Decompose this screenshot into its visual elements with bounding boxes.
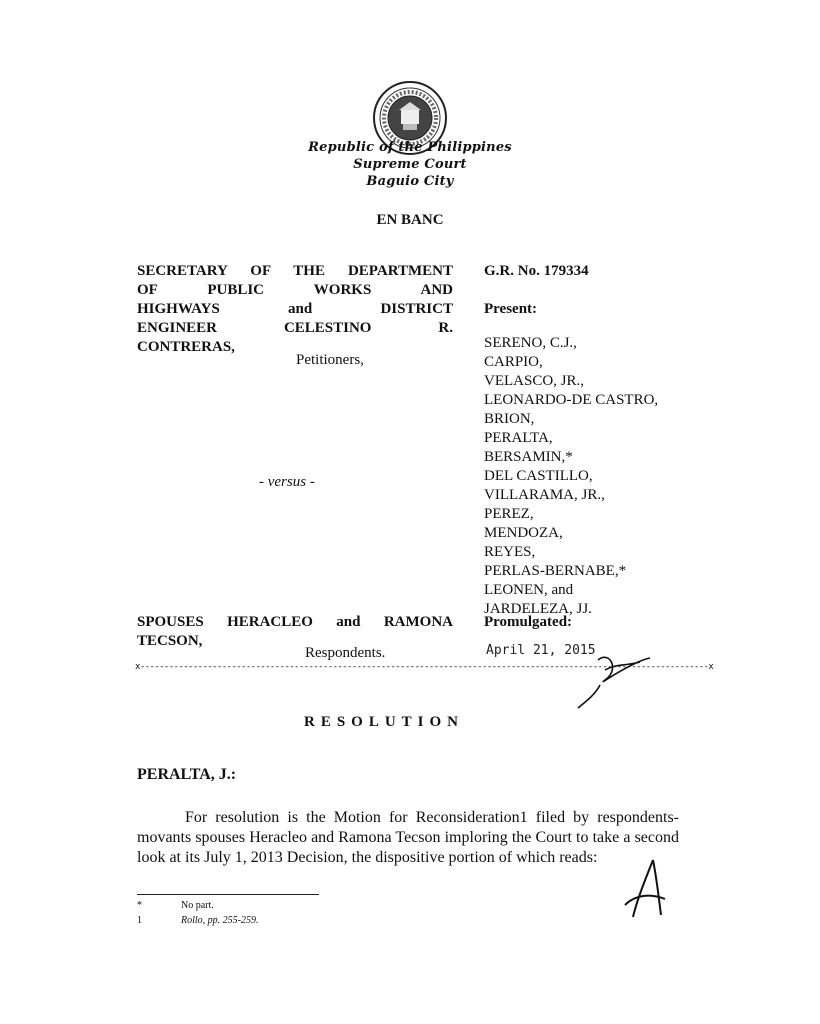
caption-separator: x----------------------------------------------------------------------------------------------------------------------x	[135, 662, 714, 672]
justice-item: VILLARAMA, JR.,	[484, 487, 605, 503]
respondents-label: Respondents.	[305, 645, 386, 661]
header-supreme-court: Supreme Court	[353, 157, 467, 172]
ponente-label: PERALTA, J.:	[137, 766, 237, 783]
header-republic: Republic of the Philippines	[308, 140, 512, 155]
separator-end: x	[708, 662, 714, 672]
gr-number: G.R. No. 179334	[484, 263, 589, 279]
header-city: Baguio City	[366, 174, 454, 189]
justice-item: DEL CASTILLO,	[484, 468, 593, 484]
petitioners-line: OF PUBLIC WORKS AND	[137, 282, 453, 298]
petitioners-line: SECRETARY OF THE DEPARTMENT	[137, 263, 453, 279]
respondents-caption	[137, 613, 453, 651]
justice-item: PEREZ,	[484, 506, 534, 522]
separator-start: x	[135, 662, 140, 672]
footnote-rule	[137, 894, 319, 895]
petitioners-caption	[137, 262, 453, 357]
body-paragraph	[137, 808, 679, 868]
petitioners-line: CONTRERAS,	[137, 339, 235, 355]
respondents-line: SPOUSES HERACLEO and RAMONA	[137, 614, 453, 630]
justices-list	[484, 334, 658, 619]
justice-item: MENDOZA,	[484, 525, 563, 541]
versus-label: - versus -	[259, 474, 315, 490]
justice-item: PERALTA,	[484, 430, 553, 446]
division-label: EN BANC	[376, 212, 444, 228]
promulgated-date: April 21, 2015	[486, 643, 596, 658]
footnote-text: No part.	[181, 900, 214, 911]
resolution-title: RESOLUTION	[303, 714, 465, 730]
footnote-item	[137, 900, 214, 911]
justice-item: REYES,	[484, 544, 536, 560]
footnote-text: Rollo, pp. 255-259.	[181, 915, 259, 926]
footnote-mark: *	[137, 900, 142, 911]
footnote-mark: 1	[137, 915, 142, 926]
promulgated-label: Promulgated:	[484, 614, 573, 630]
justice-item: VELASCO, JR.,	[484, 373, 585, 389]
petitioners-line: ENGINEER CELESTINO R.	[137, 320, 453, 336]
petitioners-label: Petitioners,	[296, 352, 364, 368]
justice-item: JARDELEZA, JJ.	[484, 601, 592, 617]
petitioners-line: HIGHWAYS and DISTRICT	[137, 301, 453, 317]
justice-item: SERENO, C.J.,	[484, 335, 577, 351]
justice-item: BRION,	[484, 411, 535, 427]
present-label: Present:	[484, 301, 538, 317]
body-paragraph-text: For resolution is the Motion for Reconsideration1 filed by respondents-movants spouses Heracleo and Ramona Tecson imploring the Court to take a second look at its July 1, 2013 Decision, the dispositive portion of which reads:	[137, 809, 679, 866]
justice-item: BERSAMIN,*	[484, 449, 573, 465]
justice-item: CARPIO,	[484, 354, 543, 370]
justice-item: LEONEN, and	[484, 582, 574, 598]
justice-item: LEONARDO-DE CASTRO,	[484, 392, 659, 408]
initial-mark	[615, 855, 670, 925]
signature-mark	[570, 640, 670, 710]
justice-item: PERLAS-BERNABE,*	[484, 563, 627, 579]
footnote-item	[137, 915, 259, 926]
respondents-line: TECSON,	[137, 633, 203, 649]
